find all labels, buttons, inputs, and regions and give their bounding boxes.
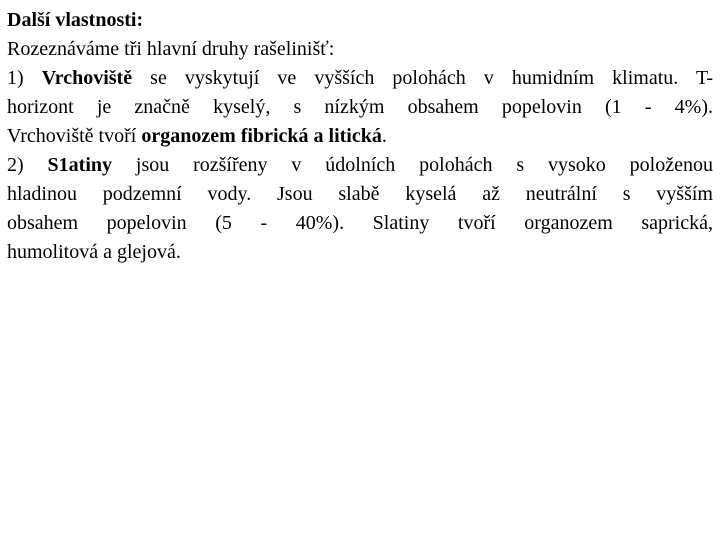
item2-line3: obsahem popelovin (5 - 40%). Slatiny tvoří organozem saprická,: [7, 212, 713, 234]
item2-number: 2): [7, 154, 48, 176]
item1-line1-text: se vyskytují ve vyšších polohách v humidním klimatu. T-: [132, 67, 713, 89]
item2-term: S1atiny: [47, 154, 113, 176]
item-vrchoviste: [7, 64, 713, 151]
item1-line2: horizont je značně kyselý, s nízkým obsahem popelovin (1 - 4%).: [7, 96, 713, 118]
item1-number: 1): [7, 67, 42, 89]
item2-line4: humolitová a glejová.: [7, 241, 181, 263]
item1-line3: [7, 122, 713, 151]
intro-line: Rozeznáváme tři hlavní druhy rašelinišť:: [7, 38, 335, 60]
item1-soil-types: organozem fibrická a litická: [141, 125, 382, 147]
item1-term: Vrchoviště: [41, 67, 133, 89]
document-body: [7, 6, 713, 267]
item2-line1: [7, 151, 713, 180]
item1-line1: [7, 64, 713, 93]
item1-line3-text: Vrchoviště tvoří: [7, 125, 142, 147]
item2-line1-text: jsou rozšířeny v údolních polohách s vysoko položenou: [112, 154, 713, 176]
item-slatiny: [7, 151, 713, 267]
item2-line2: hladinou podzemní vody. Jsou slabě kyselá až neutrální s vyšším: [7, 183, 713, 205]
item1-line3-end: .: [381, 125, 387, 147]
heading: Další vlastnosti:: [7, 9, 144, 31]
